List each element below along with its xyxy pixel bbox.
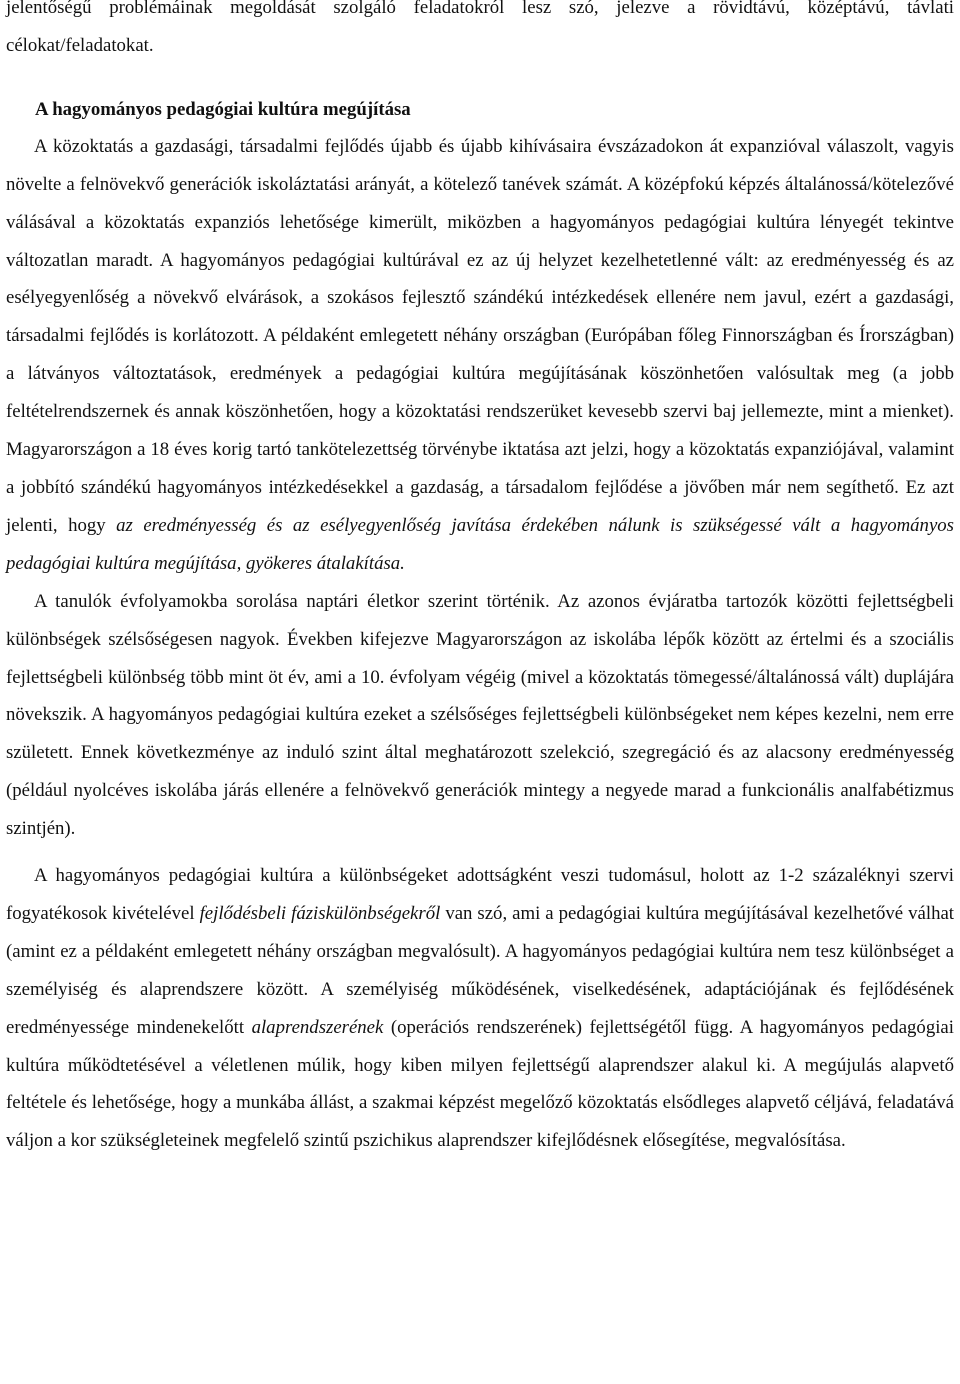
paragraph-1-emphasis: az eredményesség és az esélyegyenlőség javítása érdekében nálunk is szükségessé vált a hagyományos pedagógiai kultúra megújítása, gyökeres átalakítása. [6, 514, 954, 574]
paragraph-3-emphasis-2: alaprendszerének [251, 1016, 384, 1038]
paragraph-1 [6, 128, 954, 583]
section-heading: A hagyományos pedagógiai kultúra megújítása [35, 98, 411, 120]
paragraph-1-text: A közoktatás a gazdasági, társadalmi fejlődés újabb és újabb kihívásaira évszázadokon át expanzióval válaszolt, vagyis növelte a felnövekvő generációk iskoláztatási arányát, a kötelező tanévek számát. A középfokú képzés általánossá/kötelezővé válásával a közoktatás expanziós lehetősége kimerült, miközben a hagyományos pedagógiai kultúra lényegét tekintve változatlan maradt. A hagyományos pedagógiai kultúrával ez az új helyzet kezelhetetlenné vált: az eredményesség és az esélyegyenlőség a növekvő elvárások, a szokásos fejlesztő szándékú intézkedések ellenére nem javul, ezért a gazdasági, társadalmi fejlődés is korlátozott. A példaként emlegetett néhány országban (Európában főleg Finnországban és Írországban) a látványos változtatások, eredmények a pedagógiai kultúra megújításának köszönhetően valósultak meg (a jobb feltételrendszernek és annak köszönhetően, hogy a közoktatási rendszerüket kevesebb szervi baj jellemezte, mint a mienket). Magyarországon a 18 éves korig tartó tankötelezettség törvénybe iktatása azt jelzi, hogy a közoktatás expanziójával, valamint a jobbító szándékú hagyományos intézkedésekkel a gazdaság, a társadalom fejlődése a jövőben már nem segíthető. Ez azt jelenti, hogy [6, 135, 954, 536]
paragraph-2 [6, 583, 954, 848]
paragraph-3 [6, 857, 954, 1160]
paragraph-3-part-3: (operációs rendszerének) fejlettségétől függ. A hagyományos pedagógiai kultúra működtetésével a véletlenen múlik, hogy kiben milyen fejlettségű alaprendszer alakul ki. A megújulás alapvető feltétele és lehetősége, hogy a munkába állást, a szakmai képzést megelőző közoktatás elsődleges alapvető céljává, feladatává váljon a kor szükségleteinek megfelelő szintű pszichikus alaprendszer kifejlődésnek elősegítése, megvalósítása. [6, 1016, 954, 1152]
paragraph-3-emphasis-1: fejlődésbeli fáziskülönbségekről [199, 902, 441, 924]
intro-text: jelentőségű problémáinak megoldását szolgáló feladatokról lesz szó, jelezve a rövidtávú, középtávú, távlati célokat/feladatokat. [6, 0, 954, 56]
intro-paragraph [6, 0, 954, 65]
paragraph-3-part-1: A hagyományos pedagógiai kultúra a különbségeket adottságként veszi tudomásul, holott az 1-2 százaléknyi szervi fogyatékosok kivételével [6, 865, 954, 924]
paragraph-3-part-2: van szó, ami a pedagógiai kultúra megújításával kezelhetővé válhat (amint ez a példaként emlegetett néhány országban megvalósult). A hagyományos pedagógiai kultúra nem tesz különbséget a személyiség és alaprendszere között. A személyiség működésének, viselkedésének, adaptációjának és fejlődésének eredményessége mindenekelőtt [6, 902, 955, 1038]
paragraph-2-text: A tanulók évfolyamokba sorolása naptári életkor szerint történik. Az azonos évjáratba tartozók közötti fejlettségbeli különbségek szélsőségesen nagyok. Években kifejezve Magyarországon az iskolába lépők között az értelmi és a szociális fejlettségbeli különbség több mint öt év, ami a 10. évfolyam végéig (mivel a közoktatás tömegessé/általánossá vált) duplájára növekszik. A hagyományos pedagógiai kultúra ezeket a szélsőséges fejlettségbeli különbségeket nem képes kezelni, nem erre született. Ennek következménye az induló szint által meghatározott szelekció, szegregáció és az alacsony eredményesség (például nyolcéves iskolába járás ellenére a felnövekvő generációk mintegy a negyede marad a funkcionális analfabétizmus szintjén). [6, 590, 954, 840]
